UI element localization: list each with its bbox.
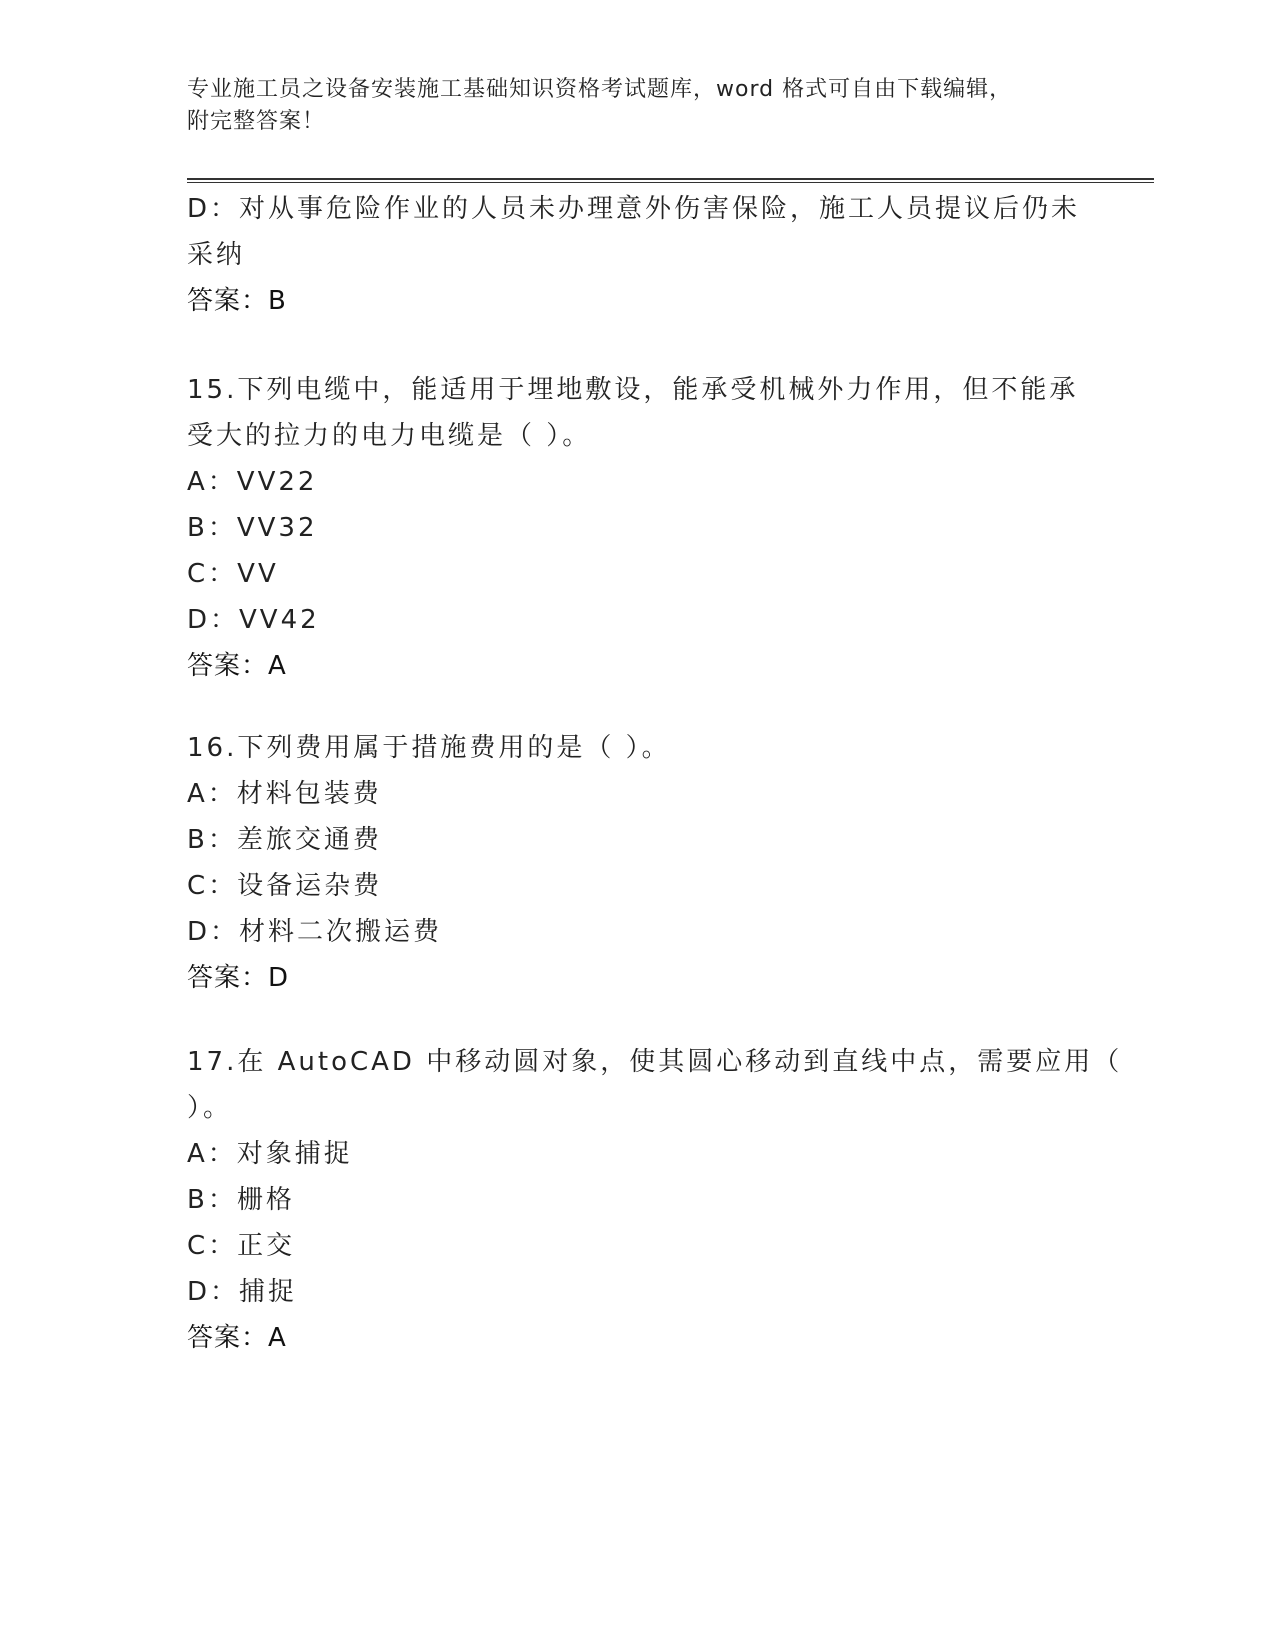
question-15: [187, 367, 1087, 689]
document-header: [187, 74, 1067, 138]
option-d: D：VV42: [187, 605, 320, 635]
question-17: [187, 1039, 1123, 1361]
option-d-line-2: 采纳: [187, 240, 246, 270]
question-16: [187, 725, 1087, 1001]
question-stem-line-1: 15.下列电缆中，能适用于埋地敷设，能承受机械外力作用，但不能承: [187, 375, 1079, 405]
option-b: B：栅格: [187, 1185, 295, 1215]
option-c: C：设备运杂费: [187, 871, 383, 901]
answer-line: 答案：A: [187, 651, 287, 681]
answer-line: 答案：D: [187, 963, 290, 993]
option-d: D：捕捉: [187, 1277, 298, 1307]
question-stem-line-1: 16.下列费用属于措施费用的是（ ）。: [187, 733, 671, 763]
option-d-line-1: D：对从事危险作业的人员未办理意外伤害保险，施工人员提议后仍未: [187, 194, 1081, 224]
option-c: C：正交: [187, 1231, 296, 1261]
option-a: A：对象捕捉: [187, 1139, 353, 1169]
option-b: B：VV32: [187, 513, 318, 543]
question-stem-line-2: 受大的拉力的电力电缆是（ ）。: [187, 421, 592, 451]
option-b: B：差旅交通费: [187, 825, 382, 855]
option-a: A：材料包装费: [187, 779, 382, 809]
header-line-1: 专业施工员之设备安装施工基础知识资格考试题库，word 格式可自由下载编辑，: [187, 77, 1013, 102]
previous-question-fragment: [187, 186, 1087, 324]
option-c: C：VV: [187, 559, 279, 589]
answer-line: 答案：B: [187, 286, 287, 316]
question-stem-line-1: 17.在 AutoCAD 中移动圆对象，使其圆心移动到直线中点，需要应用（: [187, 1047, 1123, 1077]
header-line-2: 附完整答案！: [187, 109, 326, 134]
answer-line: 答案：A: [187, 1323, 287, 1353]
option-a: A：VV22: [187, 467, 318, 497]
question-stem-line-2: ）。: [187, 1093, 233, 1123]
option-d: D：材料二次搬运费: [187, 917, 443, 947]
header-divider: [187, 178, 1154, 183]
